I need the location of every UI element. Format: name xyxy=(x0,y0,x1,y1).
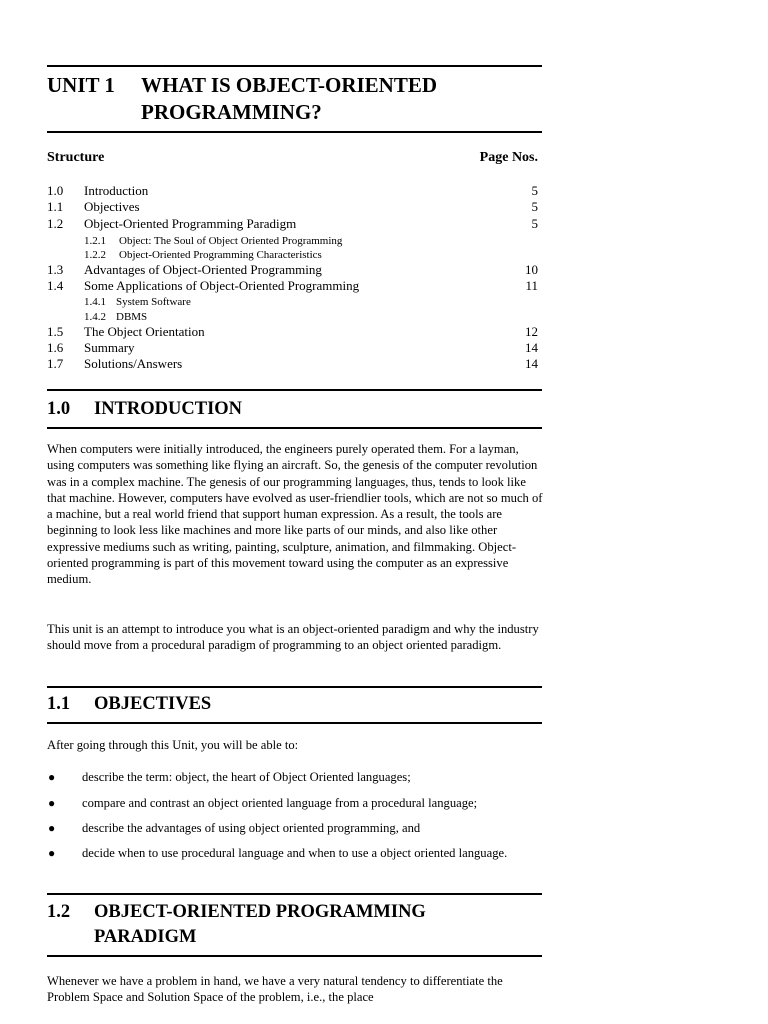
toc-page: 11 xyxy=(525,278,538,293)
toc-number: 1.1 xyxy=(47,199,64,214)
toc-page: 5 xyxy=(531,216,538,231)
list-item-text: describe the term: object, the heart of Object Oriented languages; xyxy=(82,770,411,784)
toc-title: Objectives xyxy=(84,199,140,214)
section-number: 1.0 xyxy=(47,399,71,419)
section-rule-top xyxy=(47,893,542,895)
toc-subentry[interactable] xyxy=(84,295,191,309)
toc-subentry[interactable] xyxy=(84,248,322,262)
toc-number: 1.3 xyxy=(47,262,64,277)
toc-number: 1.6 xyxy=(47,340,64,355)
section-title: OBJECTIVES xyxy=(94,694,212,714)
toc-subentry[interactable] xyxy=(84,234,342,248)
toc-title: Object-Oriented Programming Paradigm xyxy=(84,216,297,231)
toc-subentry[interactable] xyxy=(84,310,147,324)
section-rule-top xyxy=(47,389,542,391)
toc-page: 14 xyxy=(525,356,538,371)
objectives-lead: After going through this Unit, you will be able to: xyxy=(47,738,299,752)
section-rule-top xyxy=(47,686,542,688)
paradigm-paragraph-1: Whenever we have a problem in hand, we have a very natural tendency to differentiate the Problem Space and Solution Space of the problem, i.e., the place xyxy=(47,974,503,1005)
section-title-line1: OBJECT-ORIENTED PROGRAMMING xyxy=(94,902,426,922)
section-rule-bottom xyxy=(47,722,542,724)
unit-title-line2: PROGRAMMING? xyxy=(141,100,322,124)
bullet-icon: ● xyxy=(48,796,56,810)
toc-page: 10 xyxy=(525,262,538,277)
toc-number: 1.7 xyxy=(47,356,64,371)
toc-sub-number: 1.2.2 xyxy=(84,249,106,261)
section-number: 1.2 xyxy=(47,902,71,922)
unit-bottom-rule xyxy=(47,131,542,133)
page-nos-heading: Page Nos. xyxy=(479,150,538,165)
bullet-icon: ● xyxy=(48,770,56,784)
toc-sub-title: Object-Oriented Programming Characteristics xyxy=(119,249,322,261)
toc-sub-number: 1.2.1 xyxy=(84,235,106,247)
toc-sub-title: System Software xyxy=(116,296,191,308)
toc-title: Some Applications of Object-Oriented Programming xyxy=(84,278,360,293)
bullet-icon: ● xyxy=(48,846,56,860)
section-title: INTRODUCTION xyxy=(94,399,243,419)
toc-title: Introduction xyxy=(84,183,149,198)
unit-title-line1: WHAT IS OBJECT-ORIENTED xyxy=(141,73,438,97)
toc-sub-title: DBMS xyxy=(116,311,148,323)
section-rule-bottom xyxy=(47,955,542,957)
toc-number: 1.5 xyxy=(47,324,64,339)
toc-sub-number: 1.4.2 xyxy=(84,311,106,323)
toc-title: Solutions/Answers xyxy=(84,356,183,371)
toc-title: Summary xyxy=(84,340,135,355)
toc-title: The Object Orientation xyxy=(84,324,205,339)
toc-page: 5 xyxy=(531,199,538,214)
toc-page: 5 xyxy=(531,183,538,198)
list-item-text: decide when to use procedural language and when to use a object oriented language. xyxy=(82,846,508,860)
structure-heading: Structure xyxy=(47,150,105,165)
toc-number: 1.2 xyxy=(47,216,64,231)
toc-sub-number: 1.4.1 xyxy=(84,296,106,308)
toc-number: 1.4 xyxy=(47,278,64,293)
list-item-text: describe the advantages of using object oriented programming, and xyxy=(82,821,421,835)
section-title-line2: PARADIGM xyxy=(94,927,197,947)
section-number: 1.1 xyxy=(47,694,71,714)
toc-page: 14 xyxy=(525,340,538,355)
top-rule xyxy=(47,65,542,67)
bullet-icon: ● xyxy=(48,821,56,835)
intro-paragraph-1: When computers were initially introduced, the engineers purely operated them. For a layman, using computers was something like flying an aircraft. So, the genesis of the computer revolution was in a complex machine. The genesis of our programming languages, thus, tends to look like that machine. However, computers have evolved as user-friendlier tools, which are not so much of a machine, but a real world friend that support human expression. As a result, the tools are beginning to look less like machines and more like parts of our minds, and also like other expressive mediums such as writing, painting, sculpture, animation, and filmmaking. Object-oriented programming is part of this movement toward using the computer as an expressive medium. xyxy=(47,442,543,587)
list-item-text: compare and contrast an object oriented language from a procedural language; xyxy=(82,796,478,810)
unit-number: UNIT 1 xyxy=(47,73,115,97)
toc-title: Advantages of Object-Oriented Programming xyxy=(84,262,322,277)
section-rule-bottom xyxy=(47,427,542,429)
intro-paragraph-2: This unit is an attempt to introduce you what is an object-oriented paradigm and why the industry should move from a procedural paradigm of programming to an object oriented paradigm. xyxy=(47,622,539,653)
toc-page: 12 xyxy=(525,324,538,339)
toc-number: 1.0 xyxy=(47,183,64,198)
toc-sub-title: Object: The Soul of Object Oriented Programming xyxy=(119,235,343,247)
